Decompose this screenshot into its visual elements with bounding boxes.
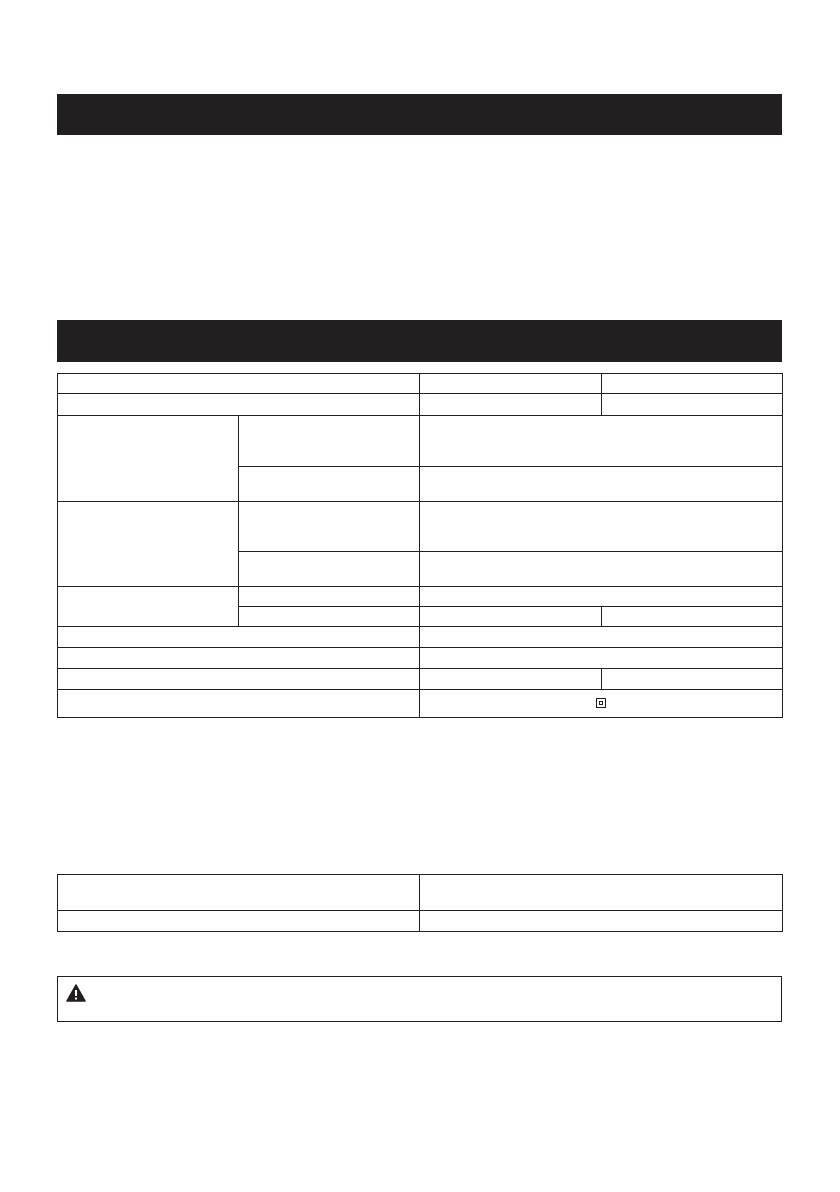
table-cell (420, 607, 602, 627)
table-row (58, 502, 783, 552)
table-cell (420, 467, 783, 502)
table-row (58, 669, 783, 690)
table-cell (239, 607, 420, 627)
table-cell (58, 374, 420, 394)
table-cell (602, 669, 783, 690)
table-row (58, 587, 783, 607)
table-cell (602, 607, 783, 627)
table-cell (58, 648, 420, 669)
table-cell (420, 587, 783, 607)
table-cell (58, 669, 420, 690)
table-row (58, 911, 783, 932)
warning-triangle-icon (66, 984, 86, 1002)
table-cell (239, 552, 420, 587)
table-cell (239, 416, 420, 467)
table-cell (58, 502, 239, 587)
table-cell (602, 394, 783, 416)
table-row (58, 648, 783, 669)
table-cell (58, 416, 239, 502)
table-row (58, 394, 783, 416)
table-cell (420, 416, 783, 467)
section-header-bar-specifications (57, 320, 782, 362)
table-cell (420, 648, 783, 669)
table-row (58, 875, 783, 911)
table-row (58, 627, 783, 648)
table-cell (58, 587, 239, 627)
table-cell (239, 587, 420, 607)
table-row (58, 374, 783, 394)
table-cell (420, 875, 783, 911)
table-cell (420, 394, 602, 416)
double-square-class-2-icon (596, 698, 606, 708)
table-cell (239, 467, 420, 502)
table-cell (420, 502, 783, 552)
table-cell (420, 374, 602, 394)
table-cell (420, 627, 783, 648)
table-cell (58, 690, 420, 718)
table-cell (420, 911, 783, 932)
table-cell (420, 690, 783, 718)
table-cell (420, 669, 602, 690)
table-row (58, 416, 783, 467)
secondary-specifications-table (57, 874, 783, 932)
table-cell (420, 552, 783, 587)
section-header-bar-top (57, 94, 782, 135)
table-row (58, 690, 783, 718)
table-cell (239, 502, 420, 552)
table-cell (58, 627, 420, 648)
table-cell (58, 394, 420, 416)
table-cell (602, 374, 783, 394)
table-cell (58, 875, 420, 911)
warning-box (57, 976, 782, 1022)
specifications-table (57, 373, 783, 718)
table-cell (58, 911, 420, 932)
